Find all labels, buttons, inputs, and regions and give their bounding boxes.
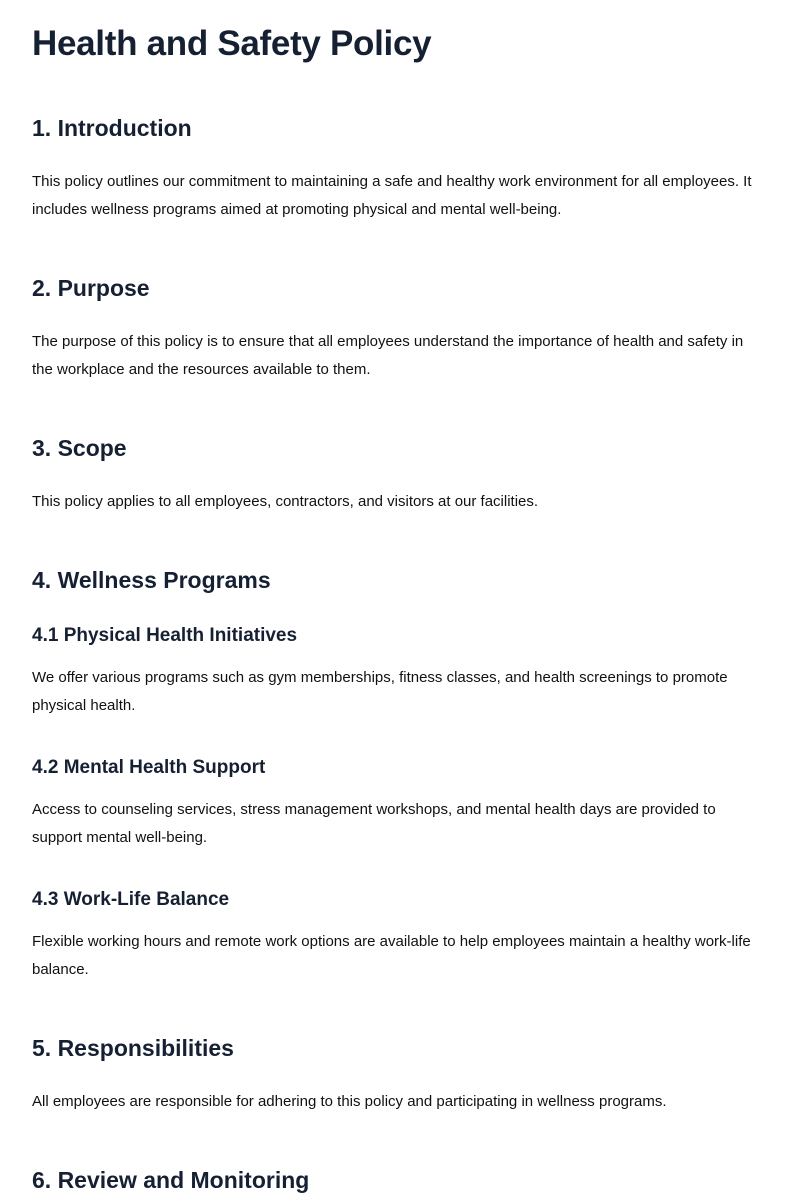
subsection-heading-work-life-balance: 4.3 Work-Life Balance bbox=[32, 889, 230, 910]
subsection-heading-physical-health: 4.1 Physical Health Initiatives bbox=[32, 625, 298, 646]
section-body-scope: This policy applies to all employees, contractors, and visitors at our facilities. bbox=[32, 493, 539, 510]
section-heading-scope: 3. Scope bbox=[32, 435, 127, 461]
section-body-purpose: The purpose of this policy is to ensure that all employees understand the importance of health and safety in the workplace and the resources available to them. bbox=[32, 333, 744, 378]
section-heading-purpose: 2. Purpose bbox=[32, 275, 150, 301]
subsection-body-physical-health: We offer various programs such as gym memberships, fitness classes, and health screenings to promote physical health. bbox=[32, 669, 728, 714]
section-heading-responsibilities: 5. Responsibilities bbox=[32, 1035, 234, 1061]
section-body-responsibilities: All employees are responsible for adhering to this policy and participating in wellness programs. bbox=[32, 1093, 667, 1110]
page-title: Health and Safety Policy bbox=[32, 24, 432, 63]
section-heading-introduction: 1. Introduction bbox=[32, 115, 192, 141]
section-heading-review: 6. Review and Monitoring bbox=[32, 1167, 310, 1193]
section-heading-wellness: 4. Wellness Programs bbox=[32, 567, 271, 593]
subsection-heading-mental-health: 4.2 Mental Health Support bbox=[32, 757, 266, 778]
subsection-body-mental-health: Access to counseling services, stress management workshops, and mental health days are provided to support mental well-being. bbox=[32, 801, 716, 846]
subsection-body-work-life-balance: Flexible working hours and remote work options are available to help employees maintain a healthy work-life balance. bbox=[32, 933, 751, 978]
section-body-introduction: This policy outlines our commitment to maintaining a safe and healthy work environment for all employees. It includes wellness programs aimed at promoting physical and mental well-being. bbox=[32, 173, 752, 218]
